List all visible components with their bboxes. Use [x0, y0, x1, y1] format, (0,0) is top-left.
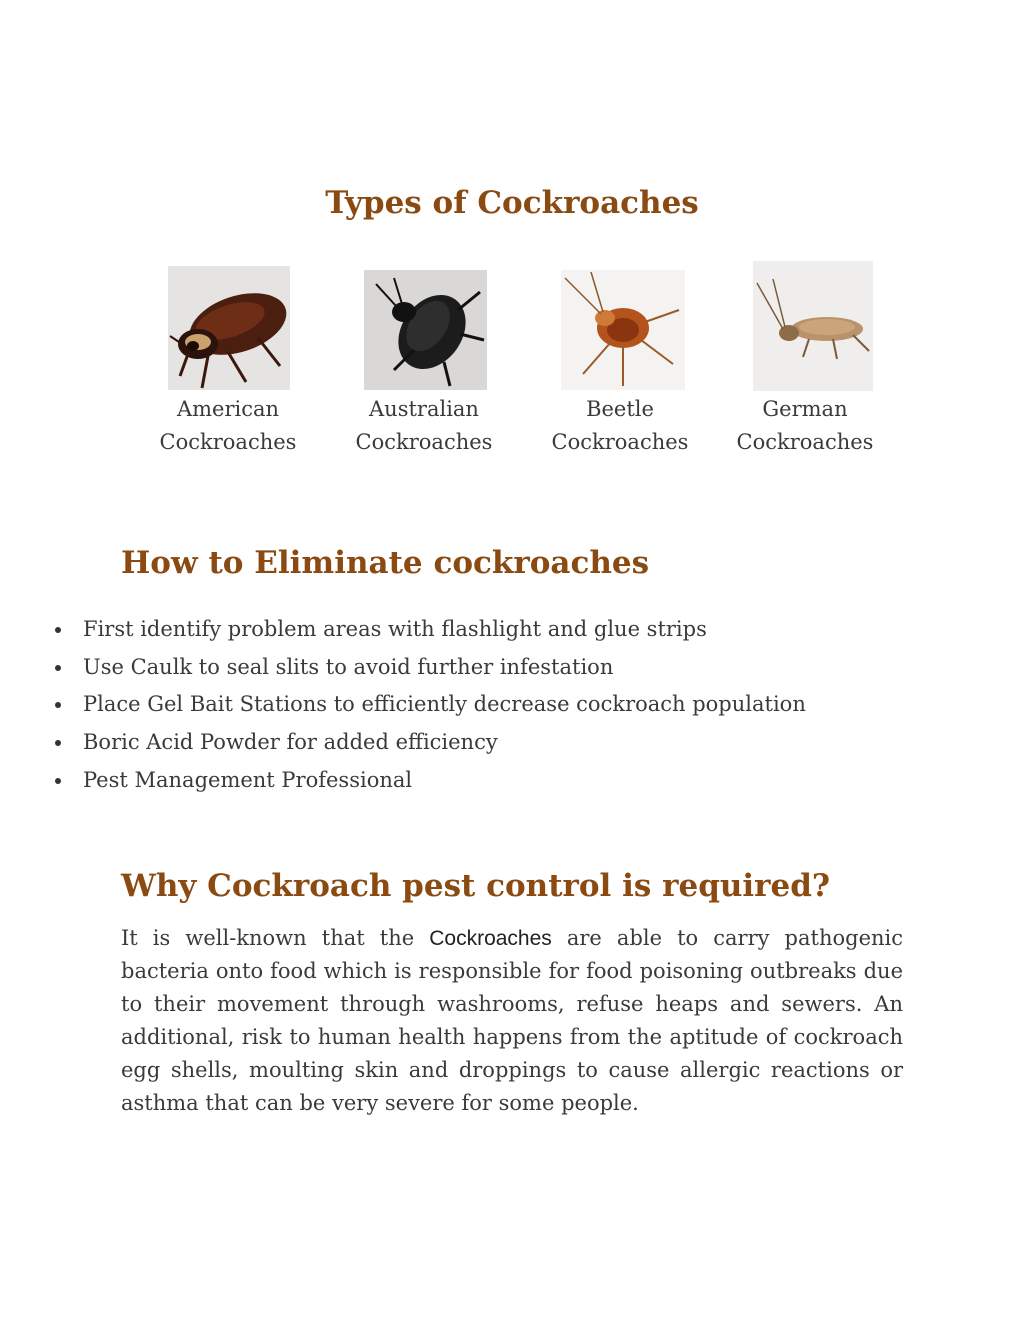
list-item-text: Pest Management Professional [83, 767, 413, 792]
roach-label-american [157, 393, 299, 459]
roach-name: German [762, 397, 848, 421]
list-item-text: Boric Acid Powder for added efficiency [83, 730, 498, 755]
roach-label-australian [353, 393, 495, 459]
list-item-text: Use Caulk to seal slits to avoid further infestation [83, 654, 614, 679]
paragraph-text: are able to carry pathogenic bacteria onto food which is responsible for food poisoning outbreaks due to their movement through washrooms, refuse heaps and sewers. An additional, risk to human health happens from the aptitude of cockroach egg shells, moulting skin and droppings to cause allergic reactions or asthma that can be very severe for some people. [121, 926, 903, 1115]
list-item [0, 649, 806, 687]
bullet-icon [55, 627, 61, 633]
paragraph-text: It is well-known that the [121, 926, 430, 950]
american-cockroach-icon [168, 266, 290, 390]
australian-cockroach-icon [364, 270, 487, 390]
list-item [0, 686, 806, 724]
beetle-cockroach-icon [561, 270, 685, 390]
list-item [0, 611, 806, 649]
german-cockroach-icon [753, 261, 873, 391]
roach-name-suffix: Cockroaches [736, 430, 874, 454]
bullet-icon [55, 740, 61, 746]
roach-card-german [753, 261, 873, 391]
eliminate-heading: How to Eliminate cockroaches [121, 545, 650, 581]
list-item [0, 724, 806, 762]
roach-name-suffix: Cockroaches [159, 430, 297, 454]
why-paragraph [121, 922, 903, 1120]
roach-name: Australian [369, 397, 479, 421]
bullet-icon [55, 665, 61, 671]
bullet-icon [55, 702, 61, 708]
roach-card-beetle [561, 270, 685, 390]
roach-name: Beetle [586, 397, 654, 421]
roach-label-german [734, 393, 876, 459]
roach-card-australian [364, 270, 487, 390]
eliminate-list [0, 611, 806, 799]
list-item-text: Place Gel Bait Stations to efficiently decrease cockroach population [83, 692, 806, 717]
list-item-text: First identify problem areas with flashlight and glue strips [83, 617, 707, 641]
roach-card-american [168, 266, 290, 390]
roach-name: American [176, 397, 280, 421]
page-title: Types of Cockroaches [325, 185, 699, 221]
roach-name-suffix: Cockroaches [355, 430, 493, 454]
cockroaches-link[interactable]: Cockroaches [429, 927, 552, 950]
roach-name-suffix: Cockroaches [551, 430, 689, 454]
roach-label-beetle [549, 393, 691, 459]
list-item [0, 762, 806, 800]
bullet-icon [55, 778, 61, 784]
why-heading: Why Cockroach pest control is required? [121, 868, 831, 904]
